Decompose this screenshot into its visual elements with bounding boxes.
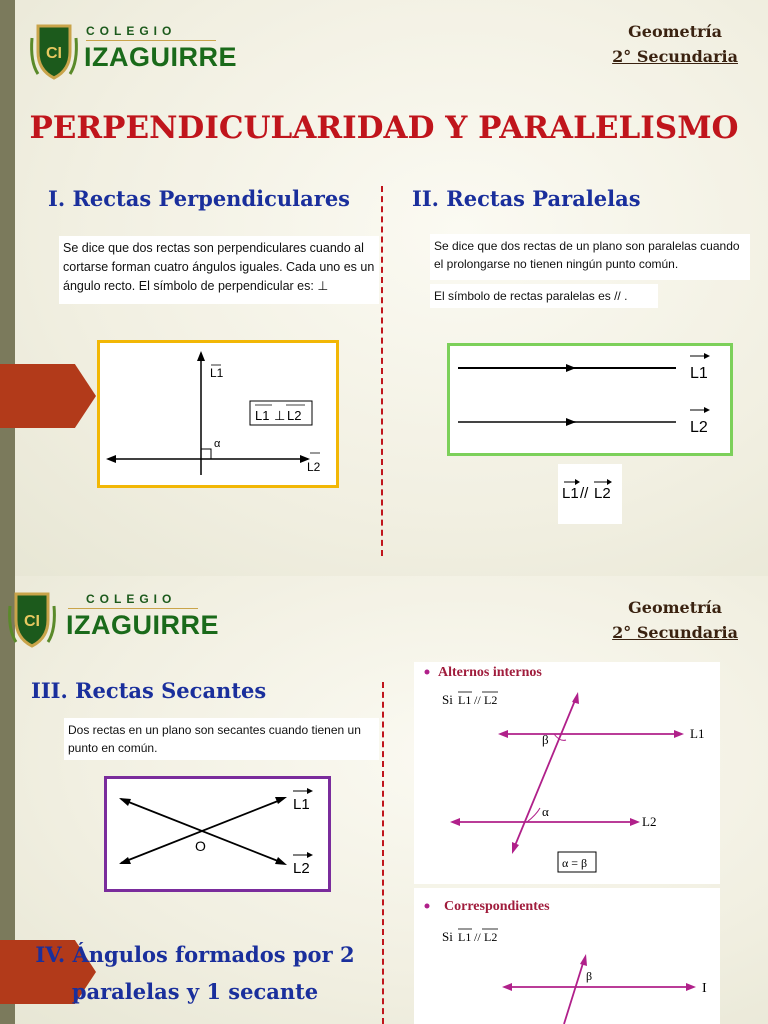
label-l1: L1 [690,726,705,741]
notation-parallel: // [580,485,589,502]
arrowhead [275,797,287,804]
transversal [514,698,576,848]
angle-alpha: α [542,804,549,819]
school-logo [28,22,238,86]
parallel-heading: II. Rectas Paralelas [412,186,641,211]
direction-arrow [566,418,576,426]
correspondientes-cond-l2: L2 [484,930,498,944]
label-l1: L1 [210,366,224,380]
angles-heading-line1: IV. Ángulos formados por 2 [35,942,355,967]
logo-rule [68,608,198,609]
intersection-point: O [195,838,206,854]
arrow-tab [0,364,96,428]
grade-label: 2° Secundaria [612,47,738,66]
logo-monogram: CI [24,613,40,630]
slide-title: PERPENDICULARIDAD Y PARALELISMO [29,110,739,146]
correspondientes-si: Si [442,929,453,944]
parallel-symbol-text: El símbolo de rectas paralelas es // . [430,284,658,308]
logo-rule [86,40,216,41]
notation-l2: L2 [287,408,302,423]
school-logo [6,590,219,654]
label-l2: L2 [642,814,657,829]
logo-monogram: CI [46,45,62,62]
label-l1: L1 [690,365,708,382]
parallel-notation [558,464,622,524]
perpendicular-diagram [97,340,339,488]
perpendicular-heading: I. Rectas Perpendiculares [48,186,350,211]
slide-secant-angles [0,576,768,1024]
arrowhead [275,857,287,865]
angle-beta: β [542,732,549,747]
perpendicular-definition: Se dice que dos rectas son perpendiculares cuando al cortarse forman cuatro ángulos iguales. Cada uno es un ángulo recto. El símbolo de perpendicular es: ⊥ [59,236,379,304]
grade-label: 2° Secundaria [612,623,738,642]
label-l2: L2 [293,860,310,877]
arrowhead [106,455,116,463]
notation-l1: L1 [255,408,270,423]
left-accent-bar [0,0,15,576]
angles-heading [0,936,390,1010]
course-info [612,595,738,645]
label-l1: L1 [293,796,310,813]
secant-heading: III. Rectas Secantes [31,678,267,703]
parallel-definition: Se dice que dos rectas de un plano son paralelas cuando el prolongarse no tienen ningún punto común. [430,234,750,280]
shield-icon [6,590,58,652]
school-name-big: IZAGUIRRE [84,42,237,72]
notation-l1: L1 [562,485,579,502]
angles-heading-line2: paralelas y 1 secante [71,979,319,1004]
correspondientes-label: Correspondientes [444,899,550,914]
course-info [612,19,738,69]
parallel-diagram [447,343,733,456]
arrowhead [197,351,205,361]
right-angle-mark [201,449,211,459]
school-name-big: IZAGUIRRE [66,610,219,640]
label-l1: I [702,981,707,996]
label-alpha: α [214,438,221,450]
alternos-cond-l2: L2 [484,693,498,707]
school-name-small: COLEGIO [86,24,177,38]
secant-diagram [104,776,331,892]
angle-beta: β [586,969,593,983]
label-l2: L2 [307,460,321,474]
subject-label: Geometría [628,598,722,617]
notation-l2: L2 [594,485,611,502]
alternos-label: Alternos internos [438,665,542,680]
alternos-si: Si [442,692,453,707]
arrowhead [119,857,131,864]
secant-definition: Dos rectas en un plano son secantes cuando tienen un punto en común. [64,718,379,760]
column-divider [381,186,383,556]
notation-perp: ⊥ [274,408,286,423]
alternos-cond-op: // [474,693,481,707]
direction-arrow [566,364,576,372]
correspondientes-cond-op: // [474,930,481,944]
equation-alpha-beta: α = β [562,856,588,870]
label-l2: L2 [690,419,708,436]
school-name-small: COLEGIO [86,592,177,606]
alternos-cond-l1: L1 [458,693,472,707]
correspondientes-cond-l1: L1 [458,930,472,944]
shield-icon [28,22,80,84]
transversal [564,960,584,1024]
corresponding-panel [414,888,720,1024]
subject-label: Geometría [628,22,722,41]
alternate-interior-panel [414,662,720,884]
arrowhead [119,798,131,806]
